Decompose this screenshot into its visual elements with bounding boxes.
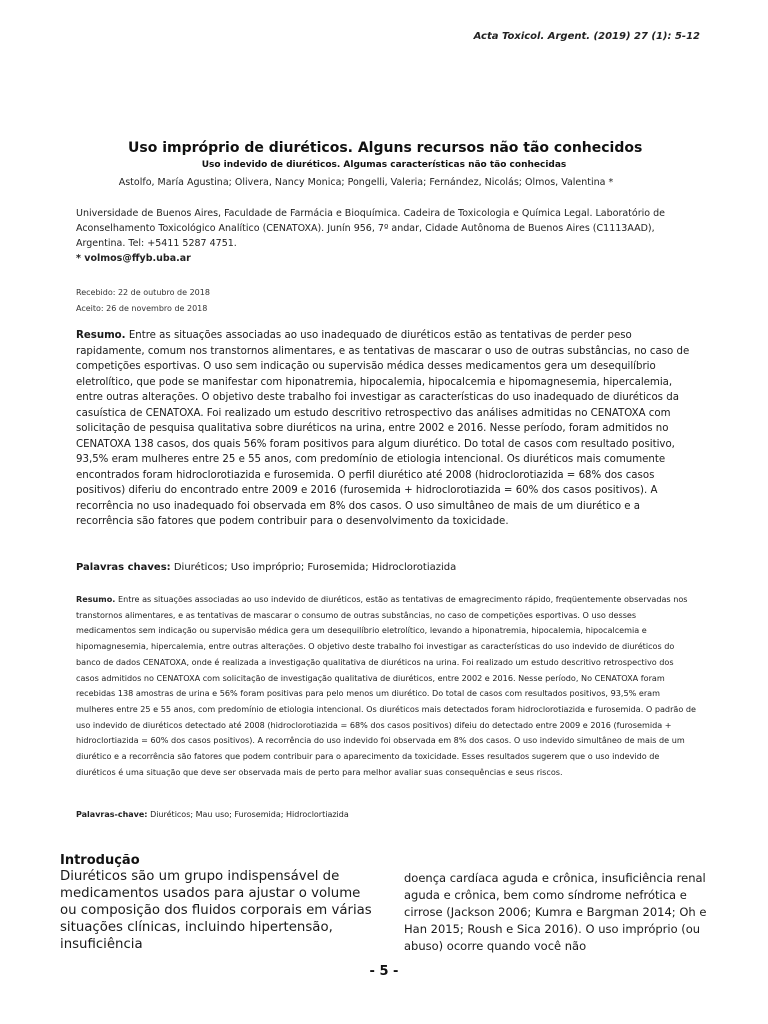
keywords-text: Diuréticos; Uso impróprio; Furosemida; Hidroclorotiazida <box>173 562 457 573</box>
article-subtitle: Uso indevido de diuréticos. Algumas características não tão conhecidas <box>201 160 567 170</box>
article-title: Uso impróprio de diuréticos. Alguns recursos não tão conhecidos <box>128 140 643 156</box>
second-keywords <box>76 810 349 819</box>
page-number: - 5 - <box>369 964 399 979</box>
second-keywords-label: Palavras-chave: <box>76 810 148 819</box>
corresponding-email: * volmos@ffyb.uba.ar <box>76 253 191 264</box>
abstract-text: Entre as situações associadas ao uso inadequado de diuréticos estão as tentativas de perder peso rapidamente, comum nos transtornos alimentares, e as tentativas de mascarar o uso de outras substâncias, no caso de competições esportivas. O uso sem indicação ou supervisão médica desses medicamentos gera um desequilíbrio eletrolítico, que pode se manifestar com hiponatremia, hipocalemia, hipocalcemia e hipomagnesemia, hipercalemia, entre outras alterações. O objetivo deste trabalho foi investigar as características do uso inadequado de diuréticos da casuística de CENATOXA. Foi realizado um estudo descritivo retrospectivo das análises admitidas no CENATOXA com solicitação de pesquisa qualitativa sobre diuréticos na urina, entre 2002 e 2016. Nesse período, foram admitidos no CENATOXA 138 casos, dos quais 56% foram positivos para algum diurético. Do total de casos com resultado positivo, 93,5% eram mulheres entre 25 e 55 anos, com predomínio de etiologia intencional. Os diuréticos mais comumente encontrados foram hidroclorotiazida e furosemida. O perfil diurético até 2008 (hidroclorotiazida = 68% dos casos positivos) diferiu do encontrado entre 2009 e 2016 (furosemida + hidroclorotiazida = 60% dos casos positivos). A recorrência no uso inadequado foi observada em 8% dos casos. O uso simultâneo de mais de um diurético e a recorrência são fatores que podem contribuir para o desenvolvimento da toxicidade. <box>76 330 690 527</box>
received-date: Recebido: 22 de outubro de 2018 <box>76 288 210 297</box>
affiliation-block <box>76 206 702 266</box>
affiliation-text: Universidade de Buenos Aires, Faculdade de Farmácia e Bioquímica. Cadeira de Toxicologia e Química Legal. Laboratório de Aconselhamento Toxicológico Analítico (CENATOXA). Junín 956, 7º andar, Cidade Autônoma de Buenos Aires (C1113AAD), Argentina. Tel: +5411 5287 4751. <box>76 208 665 249</box>
second-abstract <box>76 592 698 780</box>
second-abstract-label: Resumo. <box>76 594 116 604</box>
abstract-label: Resumo. <box>76 330 126 341</box>
abstract <box>76 328 698 530</box>
introduction-column-left: Diuréticos são um grupo indispensável de medicamentos usados para ajustar o volume ou composição dos fluidos corporais em várias situações clínicas, incluindo hipertensão, insuficiência <box>60 869 372 952</box>
keywords-label: Palavras chaves: <box>76 562 171 573</box>
introduction-column-right: doença cardíaca aguda e crônica, insuficiência renal aguda e crônica, bem como síndrome nefrótica e cirrose (Jackson 2006; Kumra e Bargman 2014; Oh e Han 2015; Roush e Sica 2016). O uso impróprio (ou abuso) ocorre quando você não <box>404 871 707 953</box>
second-keywords-text: Diuréticos; Mau uso; Furosemida; Hidroclortiazida <box>150 810 349 819</box>
article-dates <box>76 285 210 316</box>
author-list: Astolfo, María Agustina; Olivera, Nancy Monica; Pongelli, Valeria; Fernández, Nicolás; Olmos, Valentina * <box>118 177 614 188</box>
second-abstract-text: Entre as situações associadas ao uso indevido de diuréticos, estão as tentativas de emagrecimento rápido, freqüentemente observadas nos transtornos alimentares, e as tentativas de mascarar o consumo de outras substâncias, no caso de competições esportivas. O uso desses medicamentos sem indicação ou supervisão médica gera um desequilíbrio eletrolítico, levando a hiponatremia, hipocalemia, hipocalcemia e hipomagnesemia, hipercalemia, entre outras alterações. O objetivo deste trabalho foi investigar as características do uso indevido de diuréticos do banco de dados CENATOXA, onde é realizada a investigação qualitativa de diuréticos na urina. Foi realizado um estudo descritivo retrospectivo dos casos admitidos no CENATOXA com solicitação de investigação qualitativa de diuréticos, entre 2002 e 2016. Nesse período, No CENATOXA foram recebidas 138 amostras de urina e 56% foram positivas para pelo menos um diurético. Do total de casos com resultados positivos, 93,5% eram mulheres entre 25 e 55 anos, com predomínio de etiologia intencional. Os diuréticos mais detectados foram hidroclorotiazida e furosemida. O padrão de uso indevido de diuréticos detectado até 2008 (hidroclorotiazida = 68% dos casos positivos) difeiu do detectado entre 2009 e 2016 (furosemida + hidroclortiazida = 60% dos casos positivos). A recorrência do uso indevido foi observada em 8% dos casos. O uso indevido simultâneo de mais de um diurético e a recorrência são fatores que podem contribuir para o aparecimento da toxicidade. Esses resultados sugerem que o uso indevido de diuréticos é uma situação que deve ser observada mais de perto para melhor avaliar suas consequências e seus riscos. <box>76 594 696 777</box>
introduction-heading: Introdução <box>60 853 140 868</box>
accepted-date: Aceito: 26 de novembro de 2018 <box>76 303 208 313</box>
keywords <box>76 562 456 573</box>
journal-reference: Acta Toxicol. Argent. (2019) 27 (1): 5-12 <box>473 31 700 42</box>
